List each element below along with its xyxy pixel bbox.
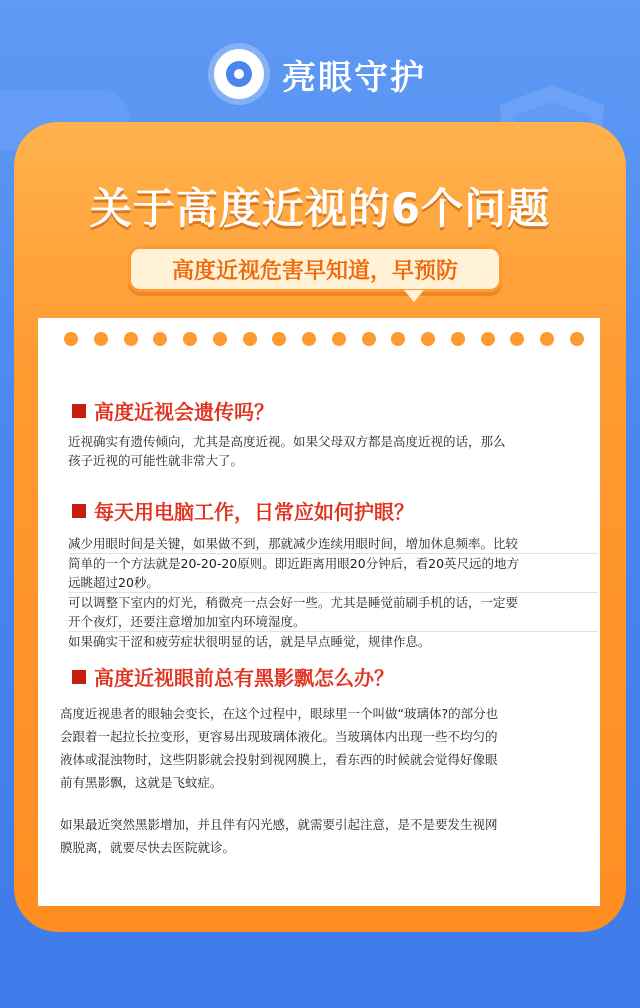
answer-line: 孩子近视的可能性就非常大了。 <box>68 453 244 468</box>
question-heading <box>72 662 394 691</box>
bullet-square-icon <box>72 504 86 518</box>
subtitle-pointer <box>404 290 424 302</box>
answer-text <box>68 432 598 470</box>
answer-line: 高度近视患者的眼轴会变长，在这个过程中，眼球里一个叫做“玻璃体?的部分也 <box>60 706 499 721</box>
binding-dot <box>362 332 376 346</box>
binding-dot <box>124 332 138 346</box>
bullet-square-icon <box>72 404 86 418</box>
eye-icon <box>214 49 264 99</box>
answer-line: 远眺超过20秒。 <box>68 573 598 593</box>
binding-dot <box>451 332 465 346</box>
question-heading <box>72 396 274 425</box>
binding-dots <box>64 332 584 346</box>
answer-line: 前有黑影飘，这就是飞蚊症。 <box>60 775 223 790</box>
question-heading-text: 高度近视会遗传吗？ <box>94 400 274 424</box>
answer-line: 如果最近突然黑影增加，并且伴有闪光感，就需要引起注意，是不是要发生视网 <box>60 817 498 832</box>
question-heading <box>72 496 414 525</box>
answer-line: 液体或混浊物时，这些阴影就会投射到视网膜上，看东西的时候就会觉得好像眼 <box>60 752 498 767</box>
answer-text <box>60 702 600 859</box>
answer-line: 如果确实干涩和疲劳症状很明显的话，就是早点睡觉，规律作息。 <box>68 634 431 649</box>
answer-line: 简单的一个方法就是20-20-20原则。即近距离用眼20分钟后，看20英尺远的地方 <box>68 556 520 571</box>
answer-text <box>68 534 598 651</box>
binding-dot <box>302 332 316 346</box>
answer-line: 可以调整下室内的灯光，稍微亮一点会好一些。尤其是睡觉前刷手机的话，一定要 <box>68 595 519 610</box>
binding-dot <box>94 332 108 346</box>
binding-dot <box>421 332 435 346</box>
binding-dot <box>183 332 197 346</box>
answer-line: 膜脱离，就要尽快去医院就诊。 <box>60 840 236 855</box>
binding-dot <box>64 332 78 346</box>
question-heading-text: 每天用电脑工作，日常应如何护眼？ <box>94 500 414 524</box>
brand-header <box>0 46 640 102</box>
binding-dot <box>332 332 346 346</box>
subtitle-banner <box>128 246 502 292</box>
binding-dot <box>213 332 227 346</box>
binding-dot <box>391 332 405 346</box>
binding-dot <box>272 332 286 346</box>
binding-dot <box>540 332 554 346</box>
bullet-square-icon <box>72 670 86 684</box>
binding-dot <box>243 332 257 346</box>
brand-name: 亮眼守护 <box>282 57 426 98</box>
answer-line: 会跟着一起拉长拉变形，更容易出现玻璃体液化。当玻璃体内出现一些不均匀的 <box>60 729 498 744</box>
question-heading-text: 高度近视眼前总有黑影飘怎么办？ <box>94 666 394 690</box>
answer-line: 开个夜灯，还要注意增加加室内环境湿度。 <box>68 612 598 632</box>
answer-line: 近视确实有遗传倾向，尤其是高度近视。如果父母双方都是高度近视的话，那么 <box>68 434 506 449</box>
answer-line: 减少用眼时间是关键，如果做不到，那就减少连续用眼时间，增加休息频率。比较 <box>68 534 598 554</box>
subtitle-text: 高度近视危害早知道，早预防 <box>171 258 458 284</box>
page-title: 关于高度近视的6个问题 <box>89 184 551 233</box>
binding-dot <box>570 332 584 346</box>
paragraph-gap <box>60 794 600 813</box>
binding-dot <box>153 332 167 346</box>
binding-dot <box>510 332 524 346</box>
binding-dot <box>481 332 495 346</box>
